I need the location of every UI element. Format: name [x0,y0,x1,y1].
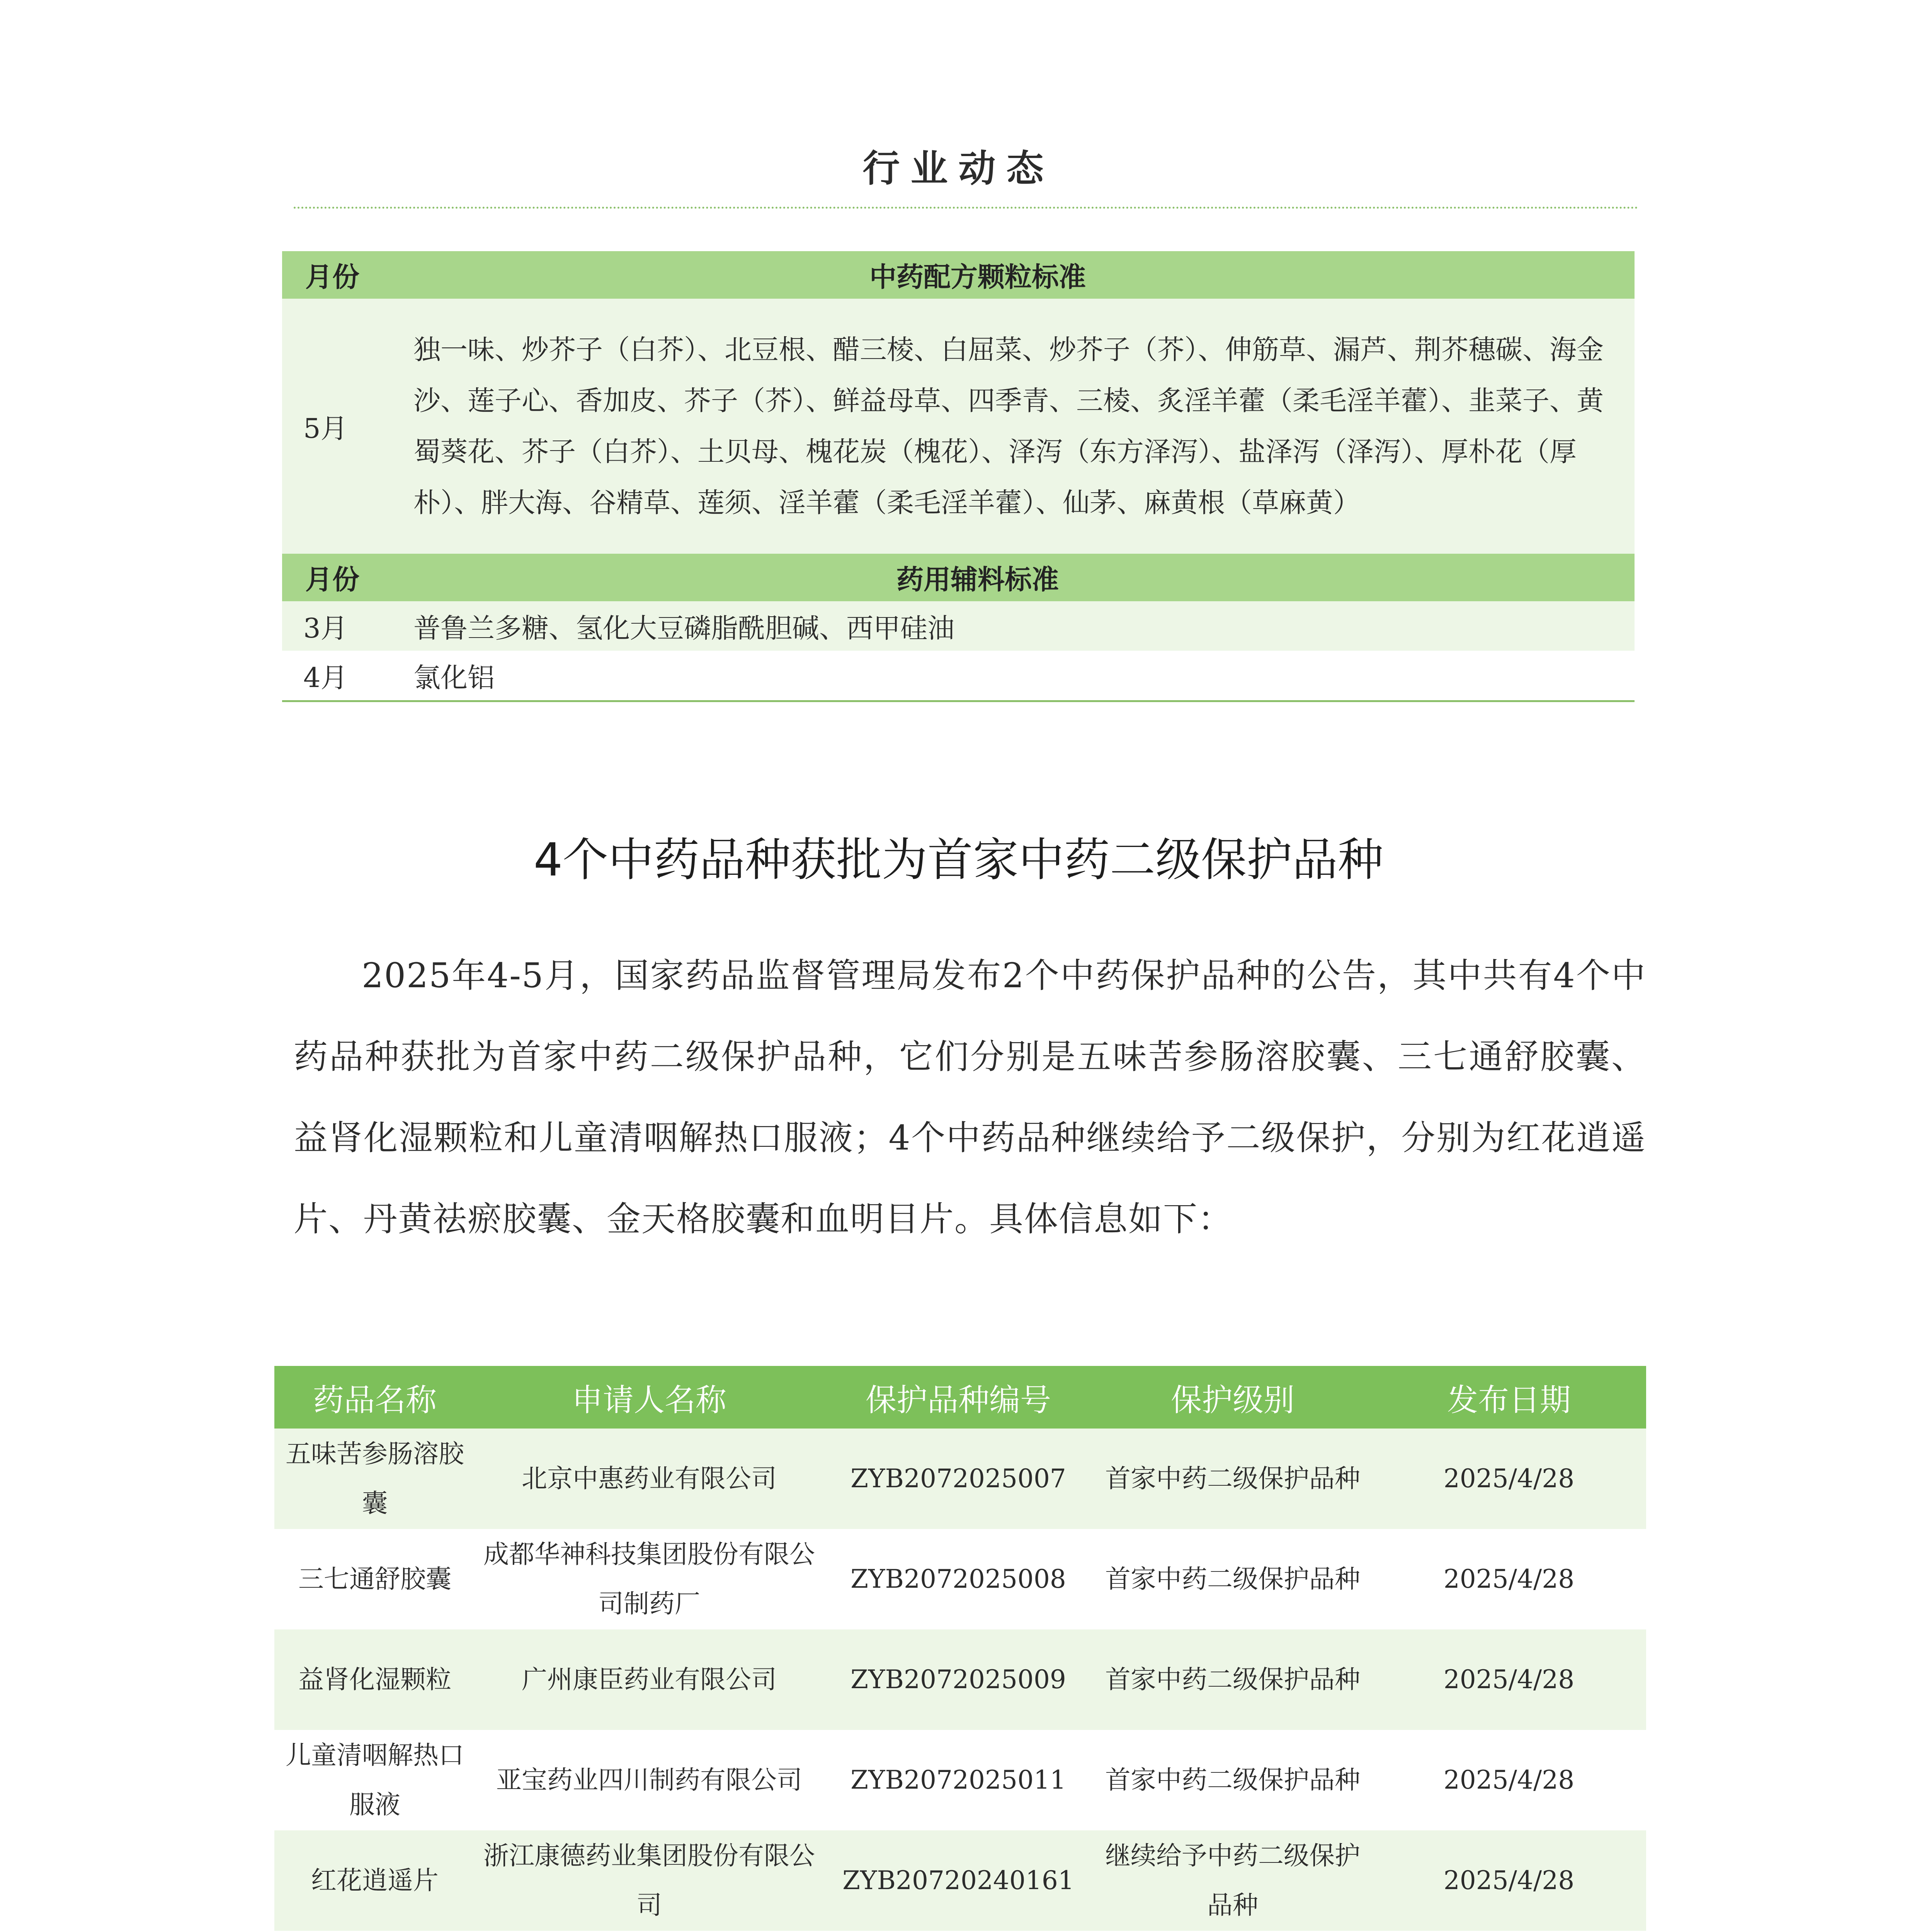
section-title: 4个中药品种获批为首家中药二级保护品种 [533,833,1384,886]
page-header-title: 行业动态 [862,146,1055,190]
excipient-standards-header: 药用辅料标准 [896,564,1059,595]
column-header-code: 保护品种编号 [823,1366,1094,1429]
date-cell: 2025/4/28 [1372,1629,1646,1730]
applicant-cell: 广州康臣药业有限公司 [475,1629,823,1730]
column-header-date: 发布日期 [1372,1366,1646,1429]
row-month: 3月 [303,612,348,644]
table-row [274,1730,1646,1830]
standards-header-granules [282,251,1635,299]
table-row [282,601,1635,651]
protected-varieties-table [274,1366,1646,1932]
row-content: 独一味、炒芥子（白芥）、北豆根、醋三棱、白屈菜、炒芥子（芥）、伸筋草、漏芦、荆芥穗碳、海金沙、莲子心、香加皮、芥子（芥）、鲜益母草、四季青、三棱、炙淫羊藿（柔毛淫羊藿）、韭菜子、黄蜀葵花、芥子（白芥）、土贝母、槐花炭（槐花）、泽泻（东方泽泻）、盐泽泻（泽泻）、厚朴花（厚朴）、胖大海、谷精草、莲须、淫羊藿（柔毛淫羊藿）、仙茅、麻黄根（草麻黄） [413,334,1604,519]
applicant-cell: 浙江康德药业集团股份有限公司 [475,1830,823,1931]
table-row [274,1429,1646,1529]
row-month: 4月 [303,662,348,694]
level-cell: 首家中药二级保护品种 [1094,1429,1372,1529]
code-cell: ZYB2072025008 [850,1564,1066,1594]
drug-name-cell: 儿童清咽解热口服液 [286,1740,464,1820]
level-cell: 首家中药二级保护品种 [1105,1765,1360,1795]
month-column-header: 月份 [305,261,359,293]
date-cell: 2025/4/28 [1372,1429,1646,1529]
drug-name-cell: 红花逍遥片 [274,1830,475,1931]
table-header-row [274,1366,1646,1429]
drug-name-cell: 五味苦参肠溶胶囊 [274,1429,475,1529]
body-paragraph: 2025年4-5月，国家药品监督管理局发布2个中药保护品种的公告，其中共有4个中药品种获批为首家中药二级保护品种，它们分别是五味苦参肠溶胶囊、三七通舒胶囊、益肾化湿颗粒和儿童清咽解热口服液；4个中药品种继续给予二级保护，分别为红花逍遥片、丹黄祛瘀胶囊、金天格胶囊和血明目片。具体信息如下： [294,956,1646,1239]
table-row [274,1529,1646,1629]
date-cell: 2025/4/28 [1443,1765,1575,1795]
granule-standards-header: 中药配方颗粒标准 [869,261,1086,293]
level-cell: 首家中药二级保护品种 [1094,1629,1372,1730]
month-column-header: 月份 [305,564,359,595]
standards-header-excipients [282,554,1635,601]
column-header-drug-name: 药品名称 [274,1366,475,1429]
table-row [274,1629,1646,1730]
header-divider [294,207,1638,209]
drug-name-cell: 三七通舒胶囊 [298,1564,451,1594]
code-cell: ZYB2072025007 [823,1429,1094,1529]
column-header-applicant: 申请人名称 [475,1366,823,1429]
code-cell: ZYB2072025011 [850,1765,1066,1795]
table-row [282,651,1635,702]
row-content: 氯化铝 [413,662,495,694]
applicant-cell: 成都华神科技集团股份有限公司制药厂 [483,1539,815,1619]
code-cell: ZYB2072025009 [823,1629,1094,1730]
applicant-cell: 北京中惠药业有限公司 [475,1429,823,1529]
standards-table [282,251,1635,702]
level-cell: 继续给予中药二级保护品种 [1094,1830,1372,1931]
level-cell: 首家中药二级保护品种 [1105,1564,1360,1594]
column-header-level: 保护级别 [1094,1366,1372,1429]
date-cell: 2025/4/28 [1372,1830,1646,1931]
code-cell: ZYB20720240161 [823,1830,1094,1931]
date-cell: 2025/4/28 [1443,1564,1575,1594]
drug-name-cell: 益肾化湿颗粒 [274,1629,475,1730]
applicant-cell: 亚宝药业四川制药有限公司 [496,1765,802,1795]
table-row [274,1830,1646,1931]
table-row [282,299,1635,554]
row-content: 普鲁兰多糖、氢化大豆磷脂酰胆碱、西甲硅油 [413,612,954,644]
row-month: 5月 [303,412,348,444]
